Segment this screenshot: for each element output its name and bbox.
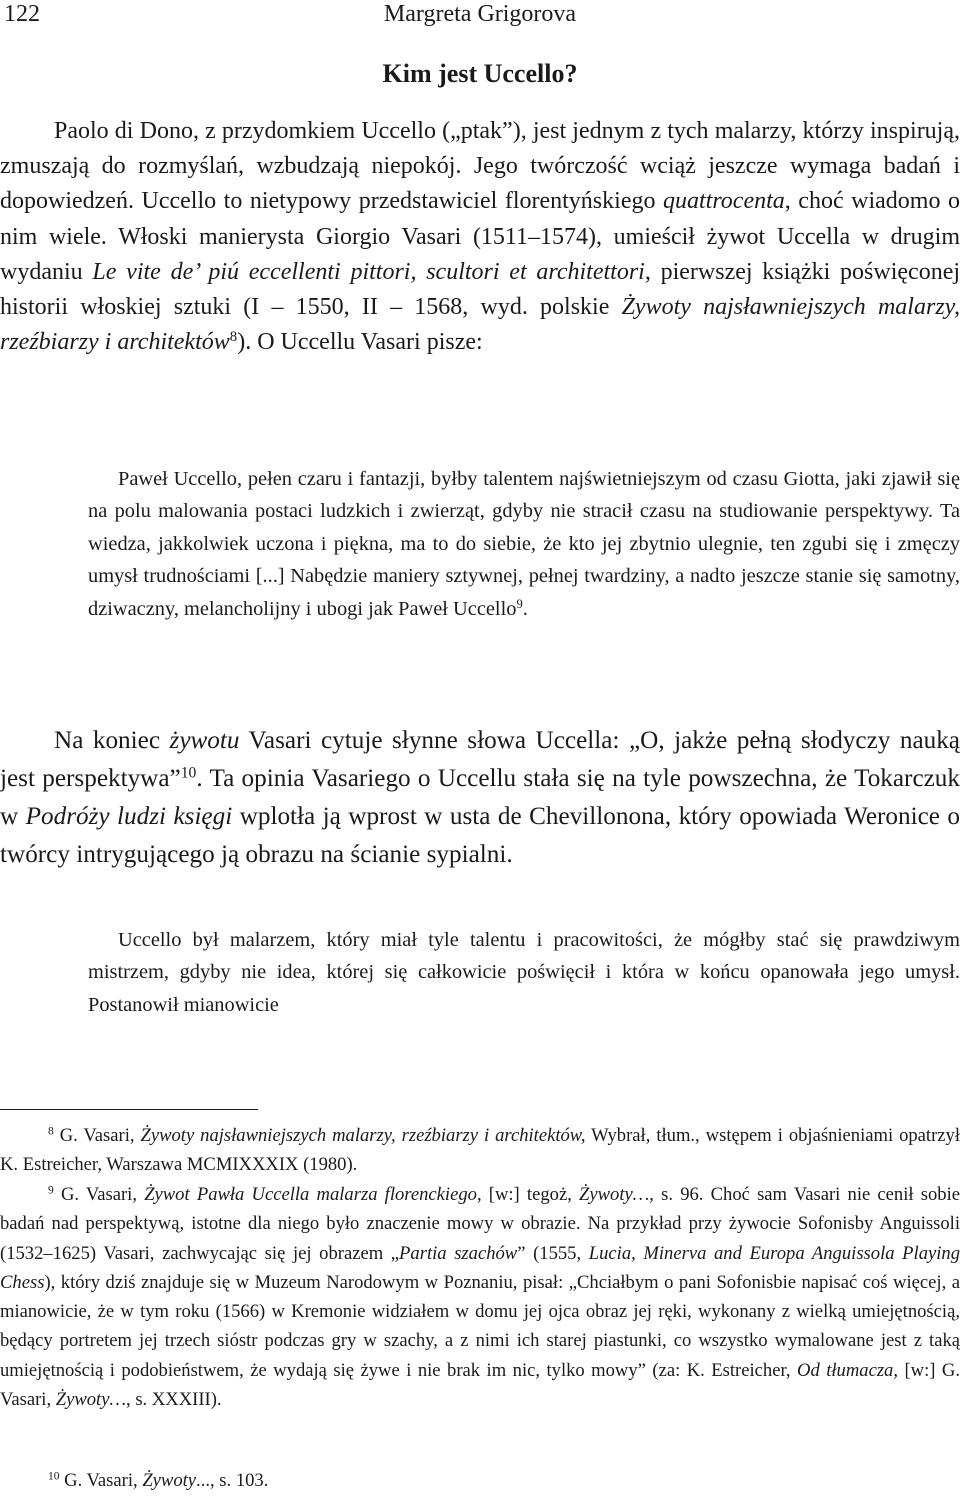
text-run: , pierwszej książki poświęconej historii włoskiej sztuki (I – 1550, II – 1568, wyd. polskie [0, 258, 960, 321]
text-run: G. Vasari, [59, 1470, 143, 1491]
text-run: ). O Uccellu Vasari pisze: [237, 329, 483, 356]
text-run: Wybrał, tłum., wstępem i objaśnieniami opatrzył K. Estreicher, Warszawa MCMIXXXIX (1980). [0, 1125, 960, 1176]
block-quote-tokarczuk [88, 924, 960, 1021]
text-run: , s. 96. Choć sam Vasari nie cenił sobie badań nad perspektywą, istotne dla niego było znaczenie mowy w obrazie. Na przykład przy żywocie Sofonisby Anguissoli (1532–1625) Vasari, zachwycając się jej obrazem „ [0, 1184, 960, 1264]
section-title: Kim jest Uccello? [382, 59, 578, 88]
running-head-author: Margreta Grigorova [383, 1, 577, 27]
italic-book-title: Żywoty… [579, 1184, 650, 1205]
footnote-number: 8 [48, 1125, 54, 1138]
footnote-8 [0, 1121, 960, 1180]
text-run: G. Vasari, [53, 1184, 145, 1205]
italic-term: żywotu [169, 727, 240, 754]
text-run: ), który dziś znajduje się w Muzeum Narodowym w Poznaniu, pisał: „Chciałbym o pani Sofonisbie napisać coś więcej, a mianowicie, że w tym roku (1566) w Kremonie widziałem w domu jej ojca obraz jej ręki, wykonany z wielką umiejętnością, będący portretem jej trzech sióstr podczas gry w szachy, a z nimi ich starej piastunki, co wszystko wymalowane jest z taką umiejętnością i podobieństwem, że wydają się żywe i nie brak im nic, tylko mowy” (za: K. Estreicher, [0, 1271, 960, 1381]
quote-text: Paweł Uccello, pełen czaru i fantazji, byłby talentem najświetniejszym od czasu Giotta, jaki zjawił się na polu malowania postaci ludzkich i zwierząt, gdyby nie stracił czasu na studiowanie perspektywy. Ta wiedza, jakkolwiek uczona i piękna, ma to do siebie, że kto jej zbytnio ulegnie, ten zgubi się i zmęczy umysł trudnościami [...] Nabędzie maniery sztywnej, pełnej twardziny, a nadto jeszcze stanie się samotny, dziwaczny, melancholijny i ubogi jak Paweł Uccello [88, 468, 960, 620]
italic-book-title: Żywoty najsławniejszych malarzy, rzeźbiarzy i architektów [0, 294, 960, 356]
text-run: . [522, 597, 528, 620]
text-run: , [w:] G. Vasari, [0, 1359, 960, 1411]
footnote-number: 9 [48, 1184, 54, 1197]
italic-painting-title: Partia szachów [399, 1242, 518, 1264]
footnote-number: 10 [48, 1470, 60, 1483]
italic-book-title: Żywoty… [55, 1389, 127, 1411]
italic-painting-title: Lucia, Minerva and Europa Anguissola Playing Chess [0, 1242, 960, 1293]
italic-book-title: Żywot Pawła Uccella malarza florenckiego [144, 1184, 477, 1205]
footnote-separator [0, 1109, 258, 1110]
text-run: . Ta opinia Vasariego o Uccellu stała się na tyle powszechna, że Tokarczuk w [0, 765, 960, 830]
text-run: , choć wiadomo o nim wiele. Włoski manierysta Giorgio Vasari (1511–1574), umieścił żywot Uccella w drugim wydaniu [0, 188, 960, 285]
running-head [0, 0, 960, 28]
italic-book-title: Le vite de’ piú eccellenti pittori, scultori et architettori [92, 258, 645, 285]
text-run: , [w:] tegoż, [476, 1184, 580, 1205]
quote-text: Uccello był malarzem, który miał tyle talentu i pracowitości, że mógłby stać się prawdziwym mistrzem, gdyby nie idea, której się całkowicie poświęcił i która w końcu opanowała jego umysł. Postanowił mianowicie [88, 929, 960, 1016]
text-run: ..., s. 103. [196, 1470, 269, 1491]
body-paragraph-1 [0, 114, 960, 360]
footnote-ref-9[interactable]: 9 [516, 596, 523, 611]
footnote-ref-10[interactable]: 10 [180, 764, 197, 782]
text-run: Paolo di Dono, z przydomkiem Uccello („ptak”), jest jednym z tych malarzy, którzy inspirują, zmuszają do rozmyślań, wzbudzają niepokój. Jego twórczość wciąż jeszcze wymaga badań i dopowiedzeń. Uccello to nietypowy przedstawiciel florentyńskiego [0, 118, 960, 215]
footnote-10 [0, 1466, 960, 1495]
block-quote-vasari [88, 463, 960, 625]
text-run: Vasari cytuje słynne słowa Uccella: „O, jakże pełną słodyczy nauką jest perspektywa” [0, 727, 960, 792]
text-run: G. Vasari, [53, 1125, 141, 1146]
footnote-ref-8[interactable]: 8 [229, 329, 238, 346]
italic-book-title: Podróży ludzi księgi [25, 803, 233, 830]
body-paragraph-2 [0, 722, 960, 874]
text-run: , s. XXXIII). [126, 1389, 222, 1411]
italic-book-title: Żywoty [142, 1470, 197, 1491]
italic-book-title: Żywoty najsławniejszych malarzy, rzeźbiarzy i architektów, [140, 1125, 586, 1146]
footnote-9 [0, 1180, 960, 1414]
page-number: 122 [4, 1, 40, 27]
italic-term: quattrocenta [663, 188, 785, 215]
text-run: Na koniec [54, 727, 170, 754]
text-run: wplotła ją wprost w usta de Chevillonona, który opowiada Weronice o twórcy intrygującego ją obrazu na ścianie sypialni. [0, 803, 960, 868]
italic-book-title: Od tłumacza [797, 1359, 894, 1381]
text-run: ” (1555, [517, 1242, 589, 1264]
